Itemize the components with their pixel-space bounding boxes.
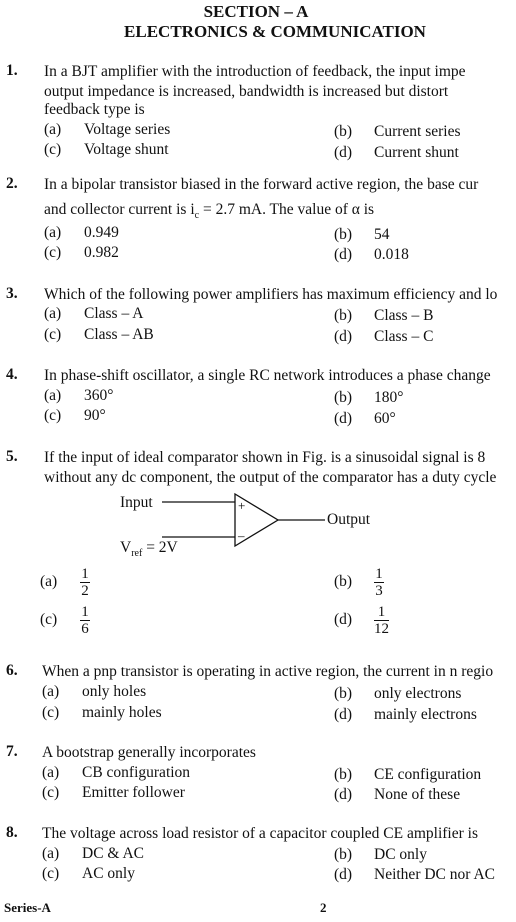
option-text: Class – B bbox=[374, 307, 434, 324]
denominator: 3 bbox=[375, 583, 383, 599]
option-text: Voltage series bbox=[84, 121, 171, 138]
option-d bbox=[334, 865, 495, 885]
question-number: 4. bbox=[6, 366, 18, 383]
question-text-line: In a BJT amplifier with the introduction of feedback, the input impe bbox=[44, 63, 466, 80]
option-letter: (a) bbox=[42, 764, 60, 781]
question-text-line: Which of the following power amplifiers has maximum efficiency and lo bbox=[44, 286, 498, 303]
numerator: 1 bbox=[377, 604, 386, 620]
option-text: CB configuration bbox=[82, 764, 191, 781]
option-d bbox=[334, 705, 477, 725]
option-letter: (b) bbox=[334, 307, 353, 324]
option-text: Voltage shunt bbox=[84, 141, 169, 158]
fraction bbox=[374, 604, 389, 637]
option-letter: (a) bbox=[44, 387, 62, 404]
option-letter: (d) bbox=[334, 144, 353, 161]
option-letter: (d) bbox=[334, 866, 353, 883]
vref-value: = 2V bbox=[142, 539, 178, 556]
option-a bbox=[44, 120, 170, 140]
option-text: DC only bbox=[374, 846, 427, 863]
option-letter: (c) bbox=[44, 244, 62, 261]
option-text: Emitter follower bbox=[82, 784, 185, 801]
option-a bbox=[40, 566, 90, 599]
option-text: Class – AB bbox=[84, 326, 154, 343]
option-letter: (b) bbox=[334, 846, 353, 863]
option-letter: (a) bbox=[44, 121, 62, 138]
option-letter: (d) bbox=[334, 328, 353, 345]
option-a bbox=[42, 763, 190, 783]
option-text: None of these bbox=[374, 786, 461, 803]
series-label: Series-A bbox=[4, 900, 51, 915]
option-c bbox=[42, 783, 185, 803]
option-c bbox=[44, 325, 154, 345]
option-letter: (c) bbox=[42, 865, 60, 882]
option-d bbox=[334, 327, 433, 347]
option-d bbox=[334, 143, 459, 163]
vref-subscript: ref bbox=[131, 548, 143, 560]
option-b bbox=[334, 566, 384, 599]
option-letter: (b) bbox=[334, 226, 353, 243]
option-text: Class – C bbox=[374, 328, 434, 345]
option-b bbox=[334, 684, 461, 704]
fraction bbox=[80, 566, 90, 599]
option-text: CE configuration bbox=[374, 766, 482, 783]
option-text: Current series bbox=[374, 123, 461, 140]
option-b bbox=[334, 388, 403, 408]
question-number: 5. bbox=[6, 448, 18, 465]
option-a bbox=[44, 386, 113, 406]
option-text: mainly holes bbox=[82, 704, 162, 721]
option-letter: (c) bbox=[42, 704, 60, 721]
option-letter: (c) bbox=[42, 784, 60, 801]
text-fragment: and collector current is i bbox=[44, 201, 195, 218]
question-text-line: without any dc component, the output of the comparator has a duty cycle bbox=[44, 469, 497, 486]
option-letter: (b) bbox=[334, 573, 353, 591]
denominator: 2 bbox=[81, 583, 89, 599]
question-number: 8. bbox=[6, 824, 18, 841]
section-title: SECTION – A bbox=[203, 2, 309, 21]
option-b bbox=[334, 225, 390, 245]
option-text: mainly electrons bbox=[374, 706, 477, 723]
option-text: only electrons bbox=[374, 685, 462, 702]
option-b bbox=[334, 845, 427, 865]
option-text: AC only bbox=[82, 865, 135, 882]
option-letter: (a) bbox=[42, 845, 60, 862]
option-text: 90° bbox=[84, 407, 106, 424]
option-b bbox=[334, 306, 433, 326]
option-text: 60° bbox=[374, 410, 396, 427]
option-text: 0.949 bbox=[84, 224, 119, 241]
option-b bbox=[334, 765, 481, 785]
option-letter: (b) bbox=[334, 685, 353, 702]
question-text-line: If the input of ideal comparator shown in Fig. is a sinusoidal signal is 8 bbox=[44, 449, 486, 466]
question-text-line: The voltage across load resistor of a capacitor coupled CE amplifier is bbox=[42, 825, 478, 842]
option-b bbox=[334, 122, 461, 142]
option-letter: (c) bbox=[44, 407, 62, 424]
numerator: 1 bbox=[81, 604, 89, 620]
option-c bbox=[44, 243, 119, 263]
option-text: 180° bbox=[374, 389, 404, 406]
question-number: 1. bbox=[6, 62, 18, 79]
question-text-line: When a pnp transistor is operating in active region, the current in n regio bbox=[42, 663, 494, 680]
option-letter: (d) bbox=[334, 706, 353, 723]
numerator: 1 bbox=[375, 566, 383, 582]
option-text: Current shunt bbox=[374, 144, 459, 161]
option-c bbox=[44, 140, 169, 160]
option-letter: (a) bbox=[44, 305, 62, 322]
text-fragment: = 2.7 mA. The value of α is bbox=[199, 201, 375, 218]
option-letter: (a) bbox=[40, 573, 58, 591]
option-a bbox=[44, 304, 143, 324]
option-letter: (b) bbox=[334, 123, 353, 140]
plus-sign: + bbox=[238, 498, 246, 513]
option-d bbox=[334, 245, 409, 265]
option-letter: (c) bbox=[40, 611, 58, 629]
question-number: 7. bbox=[6, 743, 18, 760]
option-text: 360° bbox=[84, 387, 114, 404]
option-letter: (d) bbox=[334, 786, 353, 803]
question-text-line: In phase-shift oscillator, a single RC network introduces a phase change bbox=[44, 367, 491, 384]
option-letter: (b) bbox=[334, 766, 353, 783]
subject-title: ELECTRONICS & COMMUNICATION bbox=[124, 22, 426, 41]
question-text-line: feedback type is bbox=[44, 101, 145, 118]
denominator: 6 bbox=[81, 621, 89, 637]
minus-sign: – bbox=[238, 528, 245, 543]
option-text: Class – A bbox=[84, 305, 144, 322]
page-number: 2 bbox=[320, 900, 327, 915]
option-letter: (c) bbox=[44, 141, 62, 158]
question-number: 3. bbox=[6, 285, 18, 302]
input-label: Input bbox=[120, 494, 153, 511]
option-a bbox=[42, 844, 144, 864]
output-label: Output bbox=[327, 511, 371, 528]
option-a bbox=[42, 682, 146, 702]
option-c bbox=[42, 864, 135, 884]
option-c bbox=[44, 406, 106, 426]
option-letter: (d) bbox=[334, 611, 353, 629]
fraction bbox=[80, 604, 90, 637]
option-text: 54 bbox=[374, 226, 390, 243]
question-text-line: In a bipolar transistor biased in the forward active region, the base cur bbox=[44, 176, 479, 193]
option-letter: (a) bbox=[42, 683, 60, 700]
option-d bbox=[334, 409, 396, 429]
option-text: only holes bbox=[82, 683, 147, 700]
vref-symbol: V bbox=[120, 539, 132, 556]
fraction bbox=[374, 566, 384, 599]
option-d bbox=[334, 604, 389, 637]
question-text-line: output impedance is increased, bandwidth is increased but distort bbox=[44, 83, 449, 100]
option-d bbox=[334, 785, 460, 805]
option-text: 0.982 bbox=[84, 244, 119, 261]
option-text: Neither DC nor AC bbox=[374, 866, 495, 883]
vref-label bbox=[120, 538, 178, 564]
question-text-line: A bootstrap generally incorporates bbox=[42, 744, 256, 761]
question-number: 6. bbox=[6, 662, 18, 679]
option-a bbox=[44, 223, 119, 243]
option-letter: (d) bbox=[334, 246, 353, 263]
option-letter: (d) bbox=[334, 410, 353, 427]
denominator: 12 bbox=[374, 621, 389, 637]
subscript: c bbox=[194, 210, 200, 222]
question-number: 2. bbox=[6, 175, 18, 192]
option-letter: (c) bbox=[44, 326, 62, 343]
option-text: DC & AC bbox=[82, 845, 145, 862]
option-letter: (a) bbox=[44, 224, 62, 241]
numerator: 1 bbox=[81, 566, 89, 582]
option-c bbox=[42, 703, 162, 723]
option-letter: (b) bbox=[334, 389, 353, 406]
option-c bbox=[40, 604, 90, 637]
option-text: 0.018 bbox=[374, 246, 409, 263]
